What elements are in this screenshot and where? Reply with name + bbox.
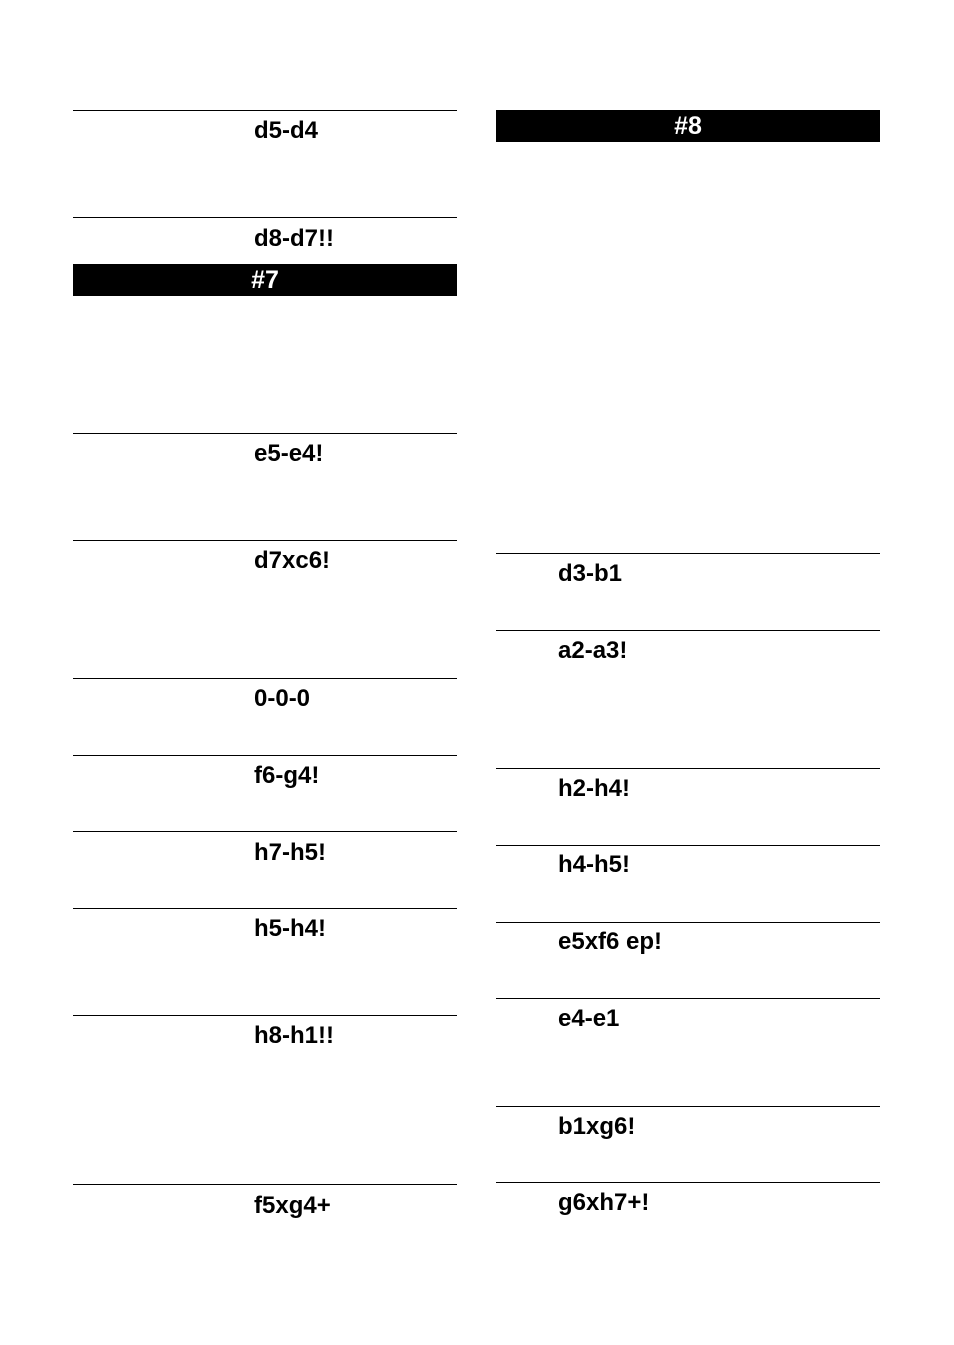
move-text: h4-h5! xyxy=(558,851,630,878)
divider xyxy=(496,1106,880,1107)
move-text: h8-h1!! xyxy=(254,1022,334,1049)
diagram-header: #7 xyxy=(73,264,457,296)
divider xyxy=(496,998,880,999)
move-text: e5xf6 ep! xyxy=(558,928,663,955)
divider xyxy=(73,831,457,832)
divider xyxy=(73,1184,457,1185)
divider xyxy=(73,217,457,218)
move-text: f5xg4+ xyxy=(254,1192,331,1219)
move-text: h7-h5! xyxy=(254,839,326,866)
move-text: d3-b1 xyxy=(558,560,623,587)
divider xyxy=(496,630,880,631)
move-text: f6-g4! xyxy=(254,762,320,789)
divider xyxy=(73,908,457,909)
divider xyxy=(73,678,457,679)
diagram-header: #8 xyxy=(496,110,880,142)
divider xyxy=(73,1015,457,1016)
move-text: h2-h4! xyxy=(558,775,630,802)
move-text: d7xc6! xyxy=(254,547,331,574)
divider xyxy=(496,1182,880,1183)
divider xyxy=(73,433,457,434)
move-text: b1xg6! xyxy=(558,1113,636,1140)
divider xyxy=(496,768,880,769)
divider xyxy=(73,540,457,541)
move-text: 0-0-0 xyxy=(254,685,311,712)
divider xyxy=(496,845,880,846)
divider xyxy=(73,110,457,111)
move-text: h5-h4! xyxy=(254,915,326,942)
divider xyxy=(496,553,880,554)
move-text: a2-a3! xyxy=(558,637,628,664)
move-text: e5-e4! xyxy=(254,440,324,467)
divider xyxy=(73,755,457,756)
divider xyxy=(496,922,880,923)
move-text: d5-d4 xyxy=(254,117,319,144)
move-text: d8-d7!! xyxy=(254,225,334,252)
move-text: g6xh7+! xyxy=(558,1189,650,1216)
move-text: e4-e1 xyxy=(558,1005,620,1032)
